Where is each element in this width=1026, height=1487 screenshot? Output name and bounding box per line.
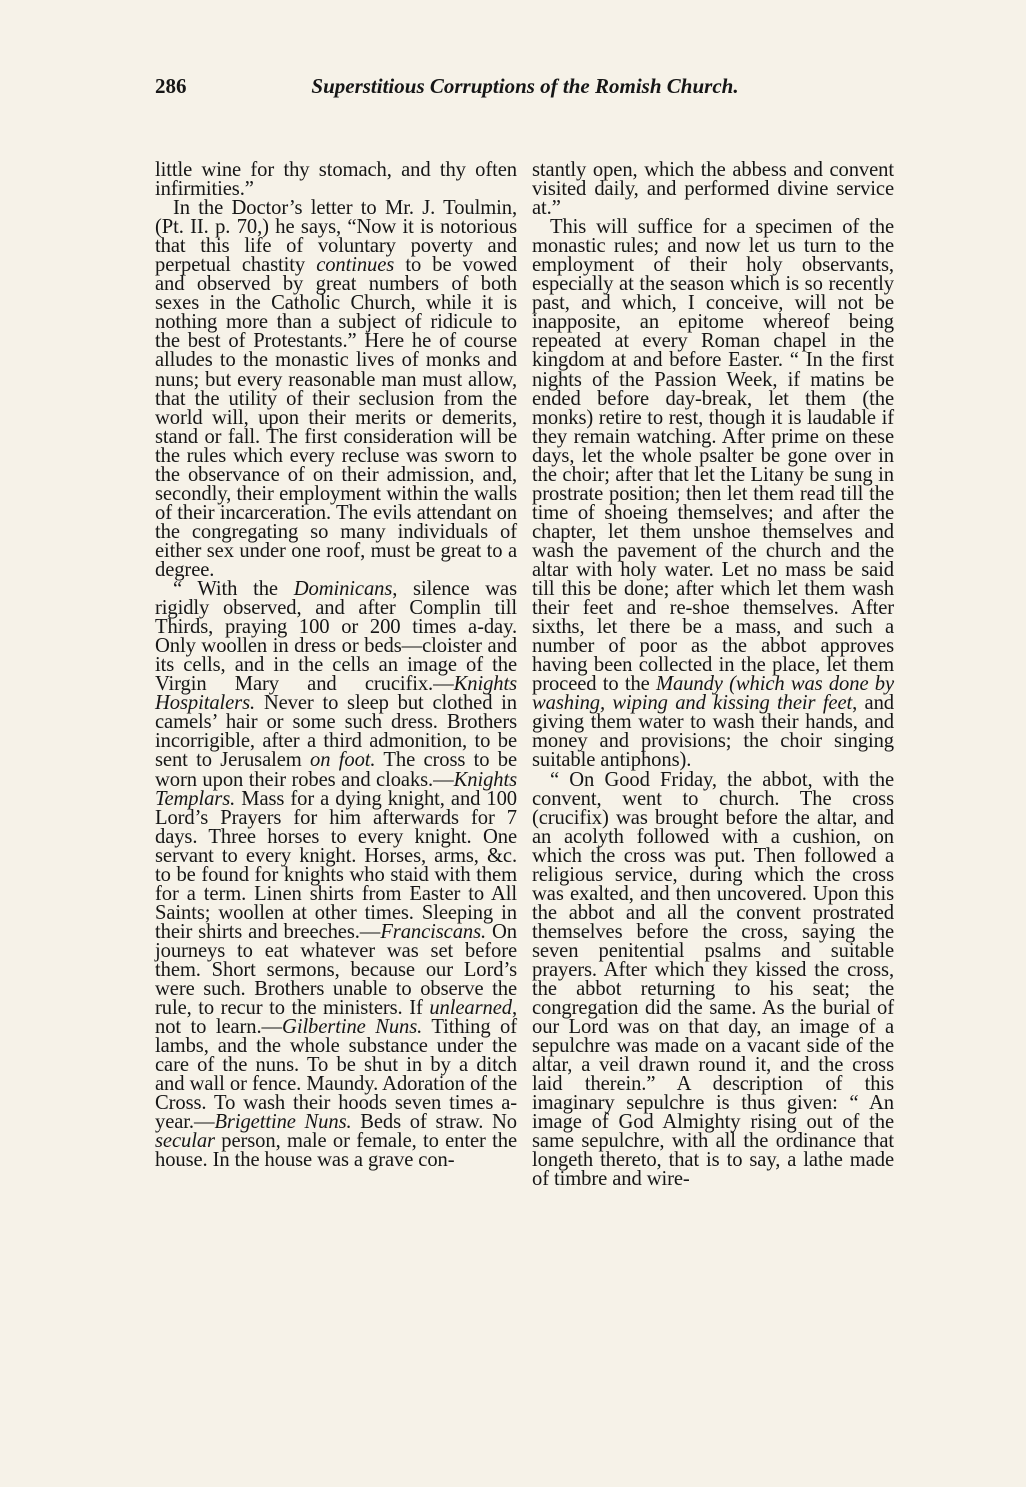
page-number: 286 (155, 74, 187, 98)
text-run: , silence was rigidly observed, and after Complin till Thirds, praying 100 or 200 times a-day. Only woollen in dress or beds—cloister and its cells, and in the cells an image of the Virgin Mary and crucifix.— (155, 578, 517, 696)
text-run: to be vowed and observed by great numbers of both sexes in the Catholic Church, while it is nothing more than a subject of ridicule to the best of Protestants.” Here he of course alludes to the monastic lives of monks and nuns; but every reasonable man must allow, that the utility of their seclusion from the world will, upon their merits or demerits, stand or fall. The first consideration will be the rules which every recluse was sworn to the observance of on their admission, and, secondly, their employment within the walls of their incarceration. The evils attendant on the congregating so many individuals of either sex under one roof, must be great to a degree. (155, 254, 517, 581)
page-header (155, 74, 895, 110)
text-run: “ With the (173, 578, 294, 601)
text-run: , not to learn.— (155, 997, 517, 1039)
text-run: stantly open, which the abbess and convent visited daily, and performed divine service at.” (532, 159, 894, 220)
paragraph-passion-week (532, 218, 894, 770)
emphasis-knights-hospitalers: Knights Hospitalers. (155, 673, 517, 715)
paragraph-continued (155, 161, 517, 199)
emphasis-unlearned: unlearned (429, 997, 512, 1020)
paragraph-monastic-orders (155, 580, 517, 1170)
text-run: Tithing of lambs, and the whole substance under the care of the nuns. To be shut in by a ditch and wall or fence. Maundy. Adoration of the Cross. To wash their hoods seven times a-year.— (155, 1016, 517, 1134)
right-column (532, 161, 894, 1190)
paragraph-toulmin-letter (155, 199, 517, 580)
text-run: “ On Good Friday, the abbot, with the convent, went to church. The cross (crucifix) was brought before the altar, and an acolyth followed with a cushion, on which the cross was put. Then followed a religious service, during which the cross was exalted, and then uncovered. Upon this the abbot and all the convent prostrated themselves before the cross, saying the seven penitential psalms and suitable prayers. After which they kissed the cross, the abbot returning to his seat; the congregation did the same. As the burial of our Lord was on that day, an image of a sepulchre was made on a vacant side of the altar, a veil drawn round it, and the cross laid therein.” A description of this imaginary sepulchre is thus given: “ An image of God Almighty rising out of the same sepulchre, with all the ordinance that longeth thereto, that is to say, a lathe made of timbre and wire- (532, 768, 894, 1191)
text-run: Never to sleep but clothed in camels’ hair or some such dress. Brothers incorrigible, after a third admonition, to be sent to Jerusalem (155, 692, 517, 772)
emphasis-gilbertine-nuns: Gilbertine Nuns. (282, 1016, 423, 1039)
text-run: Beds of straw. No (351, 1111, 517, 1134)
left-column (155, 161, 517, 1170)
emphasis-brigettine-nuns: Brigettine Nuns. (214, 1111, 352, 1134)
emphasis-dominicans: Dominicans (293, 578, 393, 601)
emphasis-continues: continues (316, 254, 395, 277)
emphasis-secular: secular (155, 1130, 215, 1153)
text-run: The cross to be worn upon their robes and cloaks.— (155, 749, 517, 791)
emphasis-maundy: Maundy (which was done by washing, wiping and kissing their feet (532, 673, 894, 715)
text-run: person, male or female, to enter the house. In the house was a grave con- (155, 1130, 517, 1172)
text-run: In the Doctor’s letter to Mr. J. Toulmin, (Pt. II. p. 70,) he says, “Now it is notorious that this life of voluntary poverty and perpetual chastity (155, 197, 517, 277)
text-run: This will suffice for a specimen of the monastic rules; and now let us turn to the employment of their holy observants, especially at the season which is so recently past, and which, I conceive, will not be inapposite, an epitome whereof being repeated at every Roman chapel in the kingdom at and before Easter. “ In the first nights of the Passion Week, if matins be ended before day-break, let them (the monks) retire to rest, though it is laudable if they remain watching. After prime on these days, let the whole psalter be gone over in the choir; after that let the Litany be sung in prostrate position; then let them read till the time of shoeing themselves; and after the chapter, let them unshoe themselves and wash the pavement of the church and the altar with holy water. Let no mass be said till this be done; after which let them wash their feet and re-shoe themselves. After sixths, let there be a mass, and such a number of poor as the abbot approves having been collected in the place, let them proceed to the (532, 216, 894, 696)
text-run: On journeys to eat whatever was set before them. Short sermons, because our Lord’s were such. Brothers unable to observe the rule, to recur to the ministers. If (155, 920, 517, 1020)
running-title: Superstitious Corruptions of the Romish Church. (311, 74, 739, 98)
paragraph-good-friday (532, 768, 894, 1191)
paragraph-continued (532, 161, 894, 218)
emphasis-on-foot: on foot. (310, 749, 376, 772)
emphasis-knights-templars: Knights Templars. (155, 768, 517, 810)
text-run: Mass for a dying knight, and 100 Lord’s Prayers for him afterwards for 7 days. Three horses to every knight. One servant to every knight. Horses, arms, &c. to be found for knights who staid with them for a term. Linen shirts from Easter to All Saints; woollen at other times. Sleeping in their shirts and breeches.— (155, 787, 517, 943)
text-run: little wine for thy stomach, and thy often infirmities.” (155, 159, 517, 201)
emphasis-franciscans: Franciscans. (380, 920, 487, 943)
text-run: , and giving them water to wash their hands, and money and provisions; the choir singing suitable antiphons). (532, 692, 894, 772)
